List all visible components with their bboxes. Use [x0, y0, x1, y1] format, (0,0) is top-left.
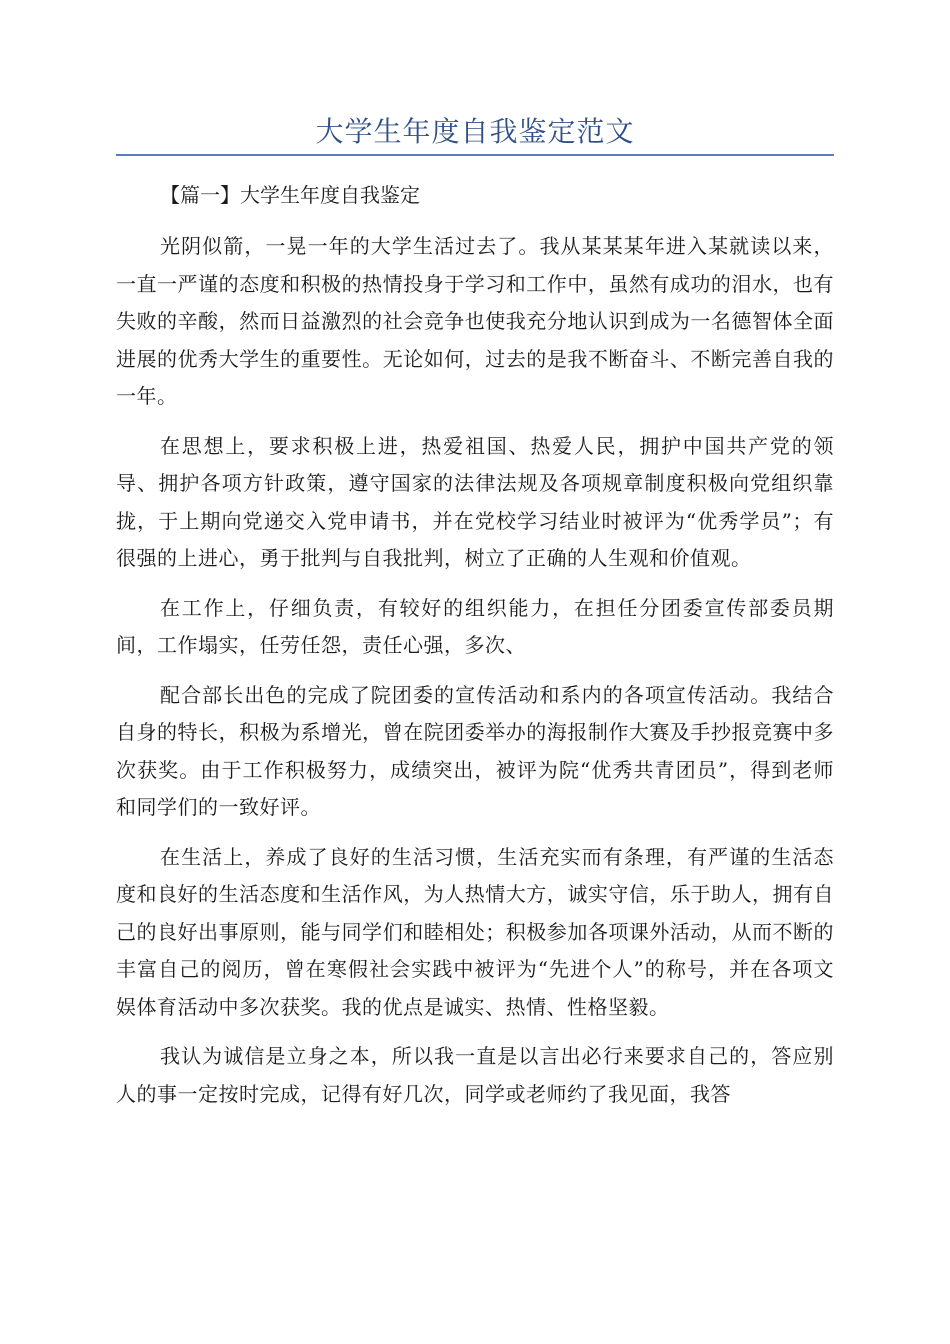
section-heading: 【篇一】大学生年度自我鉴定 — [160, 183, 420, 207]
paragraph-work-continued: 配合部长出色的完成了院团委的宣传活动和系内的各项宣传活动。我结合自身的特长，积极为系增光，曾在院团委举办的海报制作大赛及手抄报竞赛中多次获奖。由于工作积极努力，成绩突出，被评为院“优秀共青团员”，得到老师和同学们的一致好评。 — [116, 682, 834, 819]
paragraph-thought: 在思想上，要求积极上进，热爱祖国、热爱人民，拥护中国共产党的领导、拥护各项方针政策，遵守国家的法律法规及各项规章制度积极向党组织靠拢，于上期向党递交入党申请书，并在党校学习结业时被评为“优秀学员”；有很强的上进心，勇于批判与自我批判，树立了正确的人生观和价值观。 — [116, 433, 834, 570]
paragraph-life: 在生活上，养成了良好的生活习惯，生活充实而有条理，有严谨的生活态度和良好的生活态度和生活作风，为人热情大方，诚实守信，乐于助人，拥有自己的良好出事原则，能与同学们和睦相处；积极参加各项课外活动，从而不断的丰富自己的阅历，曾在寒假社会实践中被评为“先进个人”的称号，并在各项文娱体育活动中多次获奖。我的优点是诚实、热情、性格坚毅。 — [116, 844, 834, 1019]
paragraph-integrity: 我认为诚信是立身之本，所以我一直是以言出必行来要求自己的，答应别人的事一定按时完成，记得有好几次，同学或老师约了我见面，我答 — [116, 1044, 834, 1106]
document-title: 大学生年度自我鉴定范文 — [315, 115, 635, 148]
title-underline — [116, 154, 834, 156]
document-body — [116, 176, 834, 1125]
paragraph-intro: 光阴似箭，一晃一年的大学生活过去了。我从某某某年进入某就读以来，一直一严谨的态度和积极的热情投身于学习和工作中，虽然有成功的泪水，也有失败的辛酸，然而日益激烈的社会竞争也使我充分地认识到成为一名德智体全面进展的优秀大学生的重要性。无论如何，过去的是我不断奋斗、不断完善自我的一年。 — [116, 234, 834, 408]
paragraph-work: 在工作上，仔细负责，有较好的组织能力，在担任分团委宣传部委员期间，工作塌实，任劳任怨，责任心强，多次、 — [116, 595, 834, 657]
